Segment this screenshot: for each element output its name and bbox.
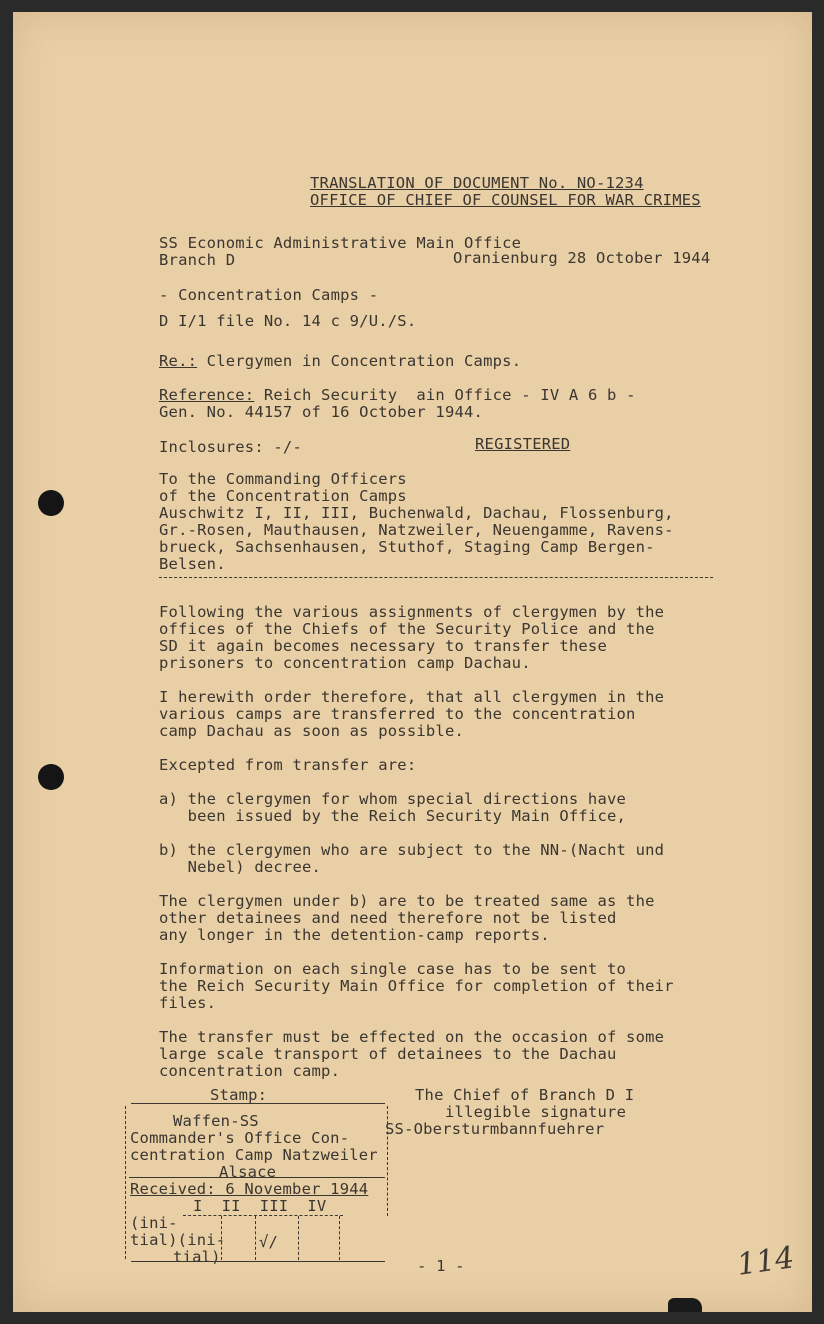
office-heading: OFFICE OF CHIEF OF COUNSEL FOR WAR CRIMES [310,191,701,209]
inclosures: Inclosures: -/- [159,438,302,456]
stamp-column-divider [339,1216,340,1260]
registered-label: REGISTERED [475,435,571,453]
reference-line [159,387,636,404]
body-line: other detainees and need therefore not be listed [159,909,617,927]
signature-title: The Chief of Branch D I [415,1086,635,1104]
addressee-line: of the Concentration Camps [159,487,407,505]
stamp-line: centration Camp Natzweiler [130,1146,378,1164]
stamp-column-divider [298,1216,299,1260]
subject-label: Re.: [159,352,198,370]
stamp-initial: tial)(ini- [130,1231,226,1249]
body-line: Excepted from transfer are: [159,756,417,774]
signature-note: illegible signature [445,1103,627,1121]
ink-smudge [668,1298,702,1312]
subject-line [159,353,521,370]
body-line: camp Dachau as soon as possible. [159,722,465,740]
list-item-b: Nebel) decree. [159,858,322,876]
body-line: offices of the Chiefs of the Security Police and the [159,620,655,638]
stamp-left-border [125,1106,126,1259]
stamp-checkmark: √/ [259,1233,279,1251]
translation-heading: TRANSLATION OF DOCUMENT No. NO-1234 [310,174,644,192]
stamp-received: Received: 6 November 1944 [130,1180,369,1198]
addressee-line: Gr.-Rosen, Mauthausen, Natzweiler, Neuengamme, Ravens- [159,521,674,539]
stamp-received-top-line [129,1177,385,1178]
body-line: concentration camp. [159,1062,341,1080]
body-line: prisoners to concentration camp Dachau. [159,654,531,672]
handwritten-page-number: 114 [734,1240,797,1283]
stamp-initial: (ini- [130,1214,178,1232]
page-number: - 1 - [417,1257,465,1275]
stamp-column-divider [255,1216,256,1260]
signature-rank: SS-Obersturmbannfuehrer [385,1120,605,1138]
document-page [13,12,812,1312]
body-line: the Reich Security Main Office for completion of their [159,977,674,995]
sender-office: SS Economic Administrative Main Office [159,234,522,252]
body-line: The clergymen under b) are to be treated same as the [159,892,655,910]
body-line: The transfer must be effected on the occasion of some [159,1028,665,1046]
stamp-line: Waffen-SS [173,1112,259,1130]
stamp-label: Stamp: [210,1086,268,1104]
list-item-a: been issued by the Reich Security Main Office, [159,807,627,825]
body-line: files. [159,994,217,1012]
body-line: Information on each single case has to be sent to [159,960,627,978]
reference-text: Reich Security ain Office - IV A 6 b - [254,386,636,404]
punch-hole [38,764,64,790]
stamp-columns-rule [183,1215,343,1216]
addressee-line: Auschwitz I, II, III, Buchenwald, Dachau, Flossenburg, [159,504,674,522]
body-line: any longer in the detention-camp reports. [159,926,550,944]
sender-unit: - Concentration Camps - [159,286,379,304]
reference-label: Reference: [159,386,255,404]
list-item-b: b) the clergymen who are subject to the NN-(Nacht und [159,841,665,859]
body-line: Following the various assignments of clergymen by the [159,603,665,621]
addressee-line: To the Commanding Officers [159,470,407,488]
file-number: D I/1 file No. 14 c 9/U./S. [159,312,417,330]
reference-line-2: Gen. No. 44157 of 16 October 1944. [159,403,484,421]
place-date: Oranienburg 28 October 1944 [453,249,711,267]
stamp-line: Alsace [219,1163,277,1181]
body-line: large scale transport of detainees to the Dachau [159,1045,617,1063]
body-line: SD it again becomes necessary to transfer these [159,637,607,655]
body-line: various camps are transferred to the concentration [159,705,636,723]
addressee-line: brueck, Sachsenhausen, Stuthof, Staging Camp Bergen- [159,538,655,556]
stamp-top-line [131,1103,385,1104]
addressee-line: Belsen. [159,555,226,573]
punch-hole [38,490,64,516]
subject-text: Clergymen in Concentration Camps. [197,352,522,370]
stamp-column-divider [221,1216,222,1260]
stamp-initial: tial) [173,1248,221,1266]
list-item-a: a) the clergymen for whom special directions have [159,790,627,808]
body-line: I herewith order therefore, that all clergymen in the [159,688,665,706]
separator-rule [159,577,713,578]
stamp-right-border [387,1106,388,1216]
stamp-columns: I II III IV [193,1197,327,1215]
sender-branch: Branch D [159,251,236,269]
stamp-line: Commander's Office Con- [130,1129,350,1147]
stamp-bottom-line [131,1261,385,1262]
